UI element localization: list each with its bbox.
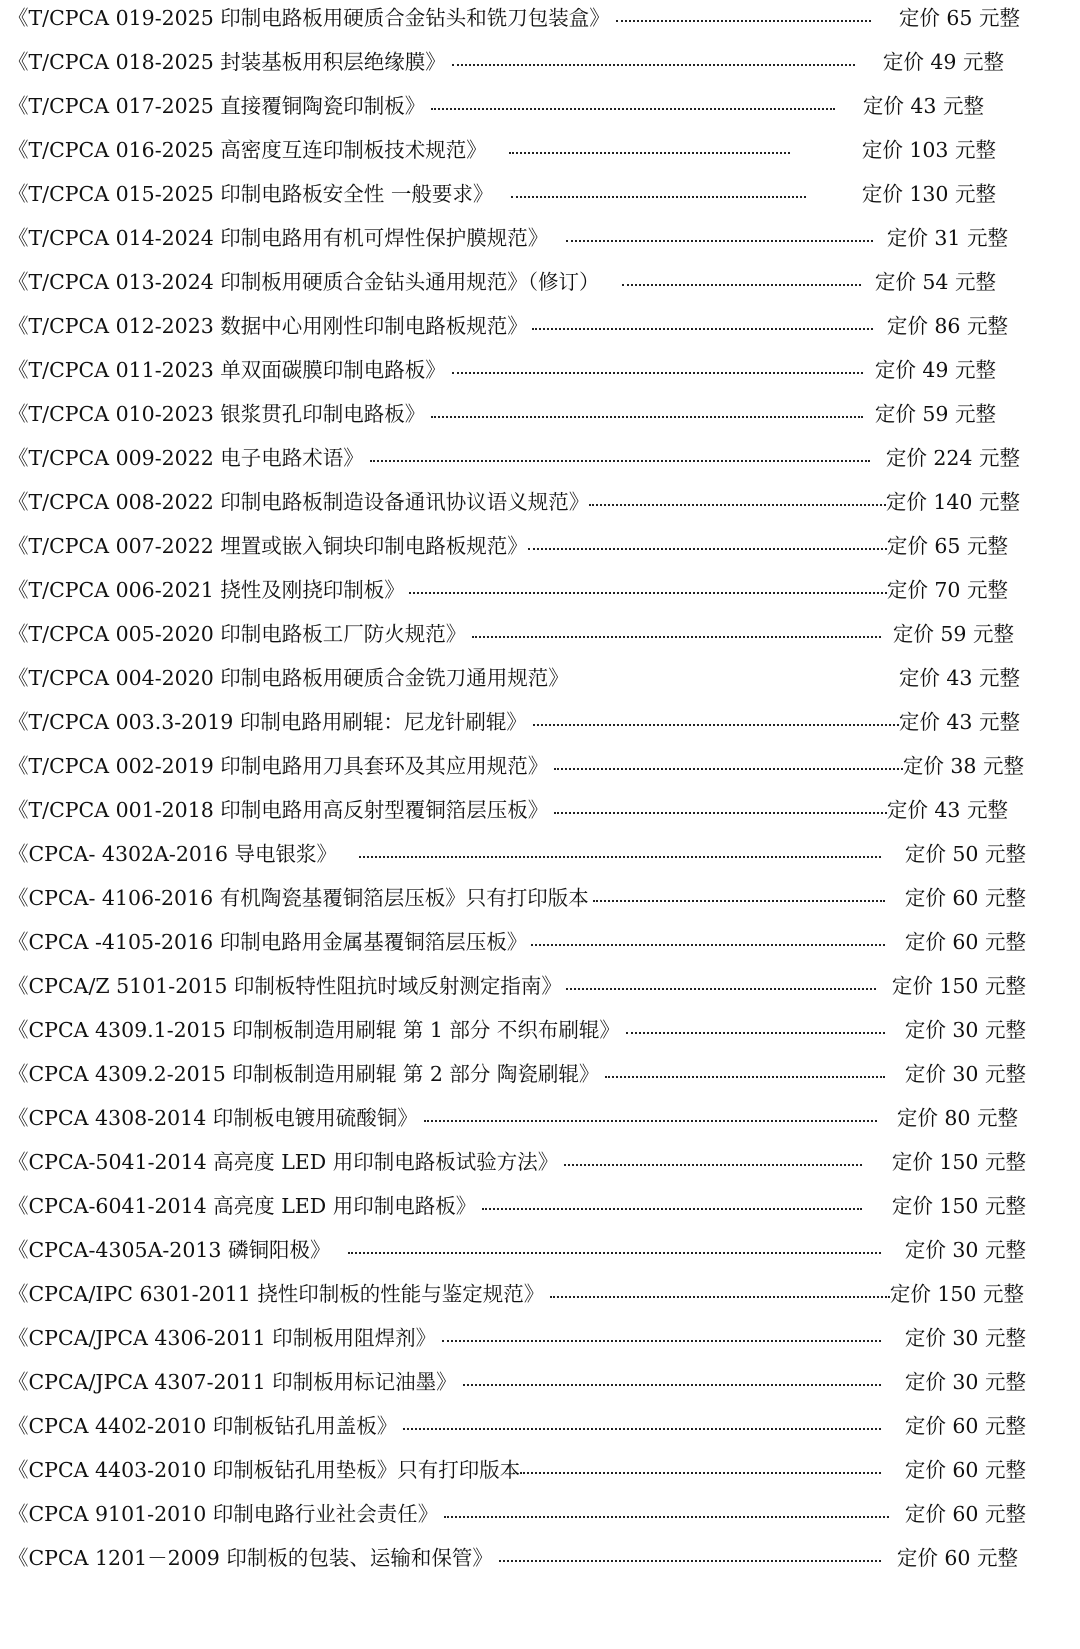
- standard-title: 《T/CPCA 012-2023 数据中心用刚性印制电路板规范》: [8, 314, 528, 338]
- standard-title: 《CPCA/IPC 6301-2011 挠性印制板的性能与鉴定规范》: [8, 1282, 545, 1306]
- standard-title: 《CPCA/JPCA 4307-2011 印制板用标记油墨》: [8, 1370, 457, 1394]
- list-item: [8, 1233, 1026, 1267]
- standard-title: 《T/CPCA 014-2024 印制电路用有机可焊性保护膜规范》: [8, 226, 549, 250]
- standard-title: 《CPCA- 4106-2016 有机陶瓷基覆铜箔层压板》只有打印版本: [8, 886, 589, 910]
- dot-leader: [593, 900, 885, 902]
- standard-title: 《T/CPCA 003.3-2019 印制电路用刷辊：尼龙针刷辊》: [8, 710, 527, 734]
- list-item: [8, 133, 996, 167]
- standard-price: 定价 30 元整: [904, 1062, 1026, 1086]
- standard-title: 《T/CPCA 011-2023 单双面碳膜印制电路板》: [8, 358, 446, 382]
- standard-title: 《CPCA 4308-2014 印制板电镀用硫酸铜》: [8, 1106, 418, 1130]
- standard-price: 定价 80 元整: [896, 1106, 1018, 1130]
- dot-leader: [554, 812, 887, 814]
- list-item: [8, 1101, 1018, 1135]
- dot-leader: [622, 284, 861, 286]
- standard-price: 定价 43 元整: [898, 666, 1020, 690]
- standard-title: 《T/CPCA 017-2025 直接覆铜陶瓷印制板》: [8, 94, 426, 118]
- list-item: [8, 1409, 1026, 1443]
- dot-leader: [550, 1296, 890, 1298]
- list-item: [8, 1453, 1026, 1487]
- standard-price: 定价 150 元整: [891, 974, 1026, 998]
- standard-price: 定价 49 元整: [882, 50, 1004, 74]
- standard-title: 《CPCA -4105-2016 印制电路用金属基覆铜箔层压板》: [8, 930, 528, 954]
- standard-price: 定价 43 元整: [886, 798, 1008, 822]
- standard-title: 《T/CPCA 015-2025 印制电路板安全性 一般要求》: [8, 182, 494, 206]
- dot-leader: [520, 1472, 881, 1474]
- dot-leader: [452, 372, 863, 374]
- dot-leader: [463, 1384, 881, 1386]
- list-item: [8, 969, 1026, 1003]
- dot-leader: [403, 1428, 881, 1430]
- list-item: [8, 793, 1008, 827]
- standard-title: 《CPCA/JPCA 4306-2011 印制板用阻焊剂》: [8, 1326, 437, 1350]
- standard-title: 《T/CPCA 018-2025 封装基板用积层绝缘膜》: [8, 50, 446, 74]
- standard-price: 定价 60 元整: [896, 1546, 1018, 1570]
- standard-price: 定价 38 元整: [902, 754, 1024, 778]
- standard-price: 定价 103 元整: [861, 138, 996, 162]
- standard-price: 定价 31 元整: [886, 226, 1008, 250]
- list-item: [8, 1277, 1024, 1311]
- standard-title: 《CPCA 9101-2010 印制电路行业社会责任》: [8, 1502, 439, 1526]
- dot-leader: [554, 768, 903, 770]
- dot-leader: [509, 152, 790, 154]
- standard-price: 定价 86 元整: [886, 314, 1008, 338]
- standard-title: 《T/CPCA 009-2022 电子电路术语》: [8, 446, 364, 470]
- standard-title: 《T/CPCA 013-2024 印制板用硬质合金钻头通用规范》（修订）: [8, 270, 600, 294]
- dot-leader: [566, 988, 876, 990]
- dot-leader: [533, 724, 899, 726]
- standard-price: 定价 50 元整: [904, 842, 1026, 866]
- standard-price: 定价 60 元整: [904, 1458, 1026, 1482]
- standard-price: 定价 59 元整: [892, 622, 1014, 646]
- dot-leader: [511, 196, 806, 198]
- list-item: [8, 89, 984, 123]
- dot-leader: [482, 1208, 862, 1210]
- dot-leader: [452, 64, 855, 66]
- standard-title: 《CPCA- 4302A-2016 导电银浆》: [8, 842, 338, 866]
- standard-title: 《CPCA 4402-2010 印制板钻孔用盖板》: [8, 1414, 398, 1438]
- list-item: [8, 1189, 1026, 1223]
- dot-leader: [499, 1560, 881, 1562]
- list-item: [8, 221, 1008, 255]
- dot-leader: [566, 240, 873, 242]
- standard-price: 定价 59 元整: [874, 402, 996, 426]
- standard-price: 定价 43 元整: [862, 94, 984, 118]
- standard-price: 定价 65 元整: [898, 6, 1020, 30]
- standard-title: 《CPCA 1201－2009 印制板的包装、运输和保管》: [8, 1546, 493, 1570]
- list-item: [8, 1145, 1026, 1179]
- standard-price: 定价 224 元整: [885, 446, 1020, 470]
- standard-price: 定价 60 元整: [904, 1414, 1026, 1438]
- dot-leader: [626, 1032, 885, 1034]
- standard-price: 定价 49 元整: [874, 358, 996, 382]
- list-item: [8, 1, 1020, 35]
- standard-title: 《T/CPCA 010-2023 银浆贯孔印制电路板》: [8, 402, 426, 426]
- list-item: [8, 1321, 1026, 1355]
- list-item: [8, 573, 1008, 607]
- standard-title: 《CPCA 4309.1-2015 印制板制造用刷辊 第 1 部分 不织布刷辊》: [8, 1018, 620, 1042]
- dot-leader: [348, 1252, 880, 1254]
- list-item: [8, 661, 1020, 695]
- standard-title: 《T/CPCA 019-2025 印制电路板用硬质合金钻头和铣刀包装盒》: [8, 6, 610, 30]
- standard-title: 《T/CPCA 002-2019 印制电路用刀具套环及其应用规范》: [8, 754, 549, 778]
- standard-price: 定价 150 元整: [891, 1194, 1026, 1218]
- standard-title: 《T/CPCA 004-2020 印制电路板用硬质合金铣刀通用规范》: [8, 666, 569, 690]
- standard-title: 《CPCA-6041-2014 高亮度 LED 用印制电路板》: [8, 1194, 477, 1218]
- list-item: [8, 177, 996, 211]
- standard-title: 《T/CPCA 007-2022 埋置或嵌入铜块印制电路板规范》: [8, 534, 528, 558]
- standard-title: 《T/CPCA 008-2022 印制电路板制造设备通讯协议语义规范》: [8, 490, 590, 514]
- standard-price: 定价 70 元整: [886, 578, 1008, 602]
- dot-leader: [531, 944, 885, 946]
- standard-title: 《T/CPCA 016-2025 高密度互连印制板技术规范》: [8, 138, 487, 162]
- standard-price: 定价 54 元整: [874, 270, 996, 294]
- standard-title: 《CPCA-4305A-2013 磷铜阳极》: [8, 1238, 331, 1262]
- standard-price: 定价 130 元整: [861, 182, 996, 206]
- dot-leader: [564, 1164, 862, 1166]
- standard-price: 定价 140 元整: [885, 490, 1020, 514]
- standard-price: 定价 150 元整: [889, 1282, 1024, 1306]
- standard-price: 定价 150 元整: [891, 1150, 1026, 1174]
- dot-leader: [431, 108, 835, 110]
- standard-price: 定价 30 元整: [904, 1370, 1026, 1394]
- dot-leader: [616, 20, 871, 22]
- dot-leader: [444, 1516, 889, 1518]
- list-item: [8, 309, 1008, 343]
- list-item: [8, 45, 1004, 79]
- list-item: [8, 265, 996, 299]
- list-item: [8, 1541, 1018, 1575]
- standard-price: 定价 30 元整: [904, 1326, 1026, 1350]
- dot-leader: [359, 856, 881, 858]
- list-item: [8, 925, 1026, 959]
- standard-title: 《CPCA 4309.2-2015 印制板制造用刷辊 第 2 部分 陶瓷刷辊》: [8, 1062, 600, 1086]
- list-item: [8, 353, 996, 387]
- list-item: [8, 1013, 1026, 1047]
- dot-leader: [472, 636, 881, 638]
- dot-leader: [528, 548, 887, 550]
- list-item: [8, 441, 1020, 475]
- standard-price: 定价 65 元整: [886, 534, 1008, 558]
- standard-title: 《CPCA/Z 5101-2015 印制板特性阻抗时域反射测定指南》: [8, 974, 562, 998]
- list-item: [8, 749, 1024, 783]
- dot-leader: [431, 416, 863, 418]
- standard-price: 定价 60 元整: [904, 886, 1026, 910]
- list-item: [8, 837, 1026, 871]
- standard-title: 《T/CPCA 001-2018 印制电路用高反射型覆铜箔层压板》: [8, 798, 549, 822]
- dot-leader: [605, 1076, 884, 1078]
- list-item: [8, 617, 1014, 651]
- standard-title: 《T/CPCA 006-2021 挠性及刚挠印制板》: [8, 578, 405, 602]
- list-item: [8, 705, 1020, 739]
- dot-leader: [370, 460, 870, 462]
- list-item: [8, 485, 1020, 519]
- standard-title: 《CPCA-5041-2014 高亮度 LED 用印制电路板试验方法》: [8, 1150, 559, 1174]
- list-item: [8, 529, 1008, 563]
- standard-price: 定价 30 元整: [904, 1238, 1026, 1262]
- list-item: [8, 1057, 1026, 1091]
- standard-title: 《CPCA 4403-2010 印制板钻孔用垫板》只有打印版本: [8, 1458, 521, 1482]
- list-item: [8, 1497, 1026, 1531]
- dot-leader: [589, 504, 886, 506]
- standard-price: 定价 60 元整: [904, 1502, 1026, 1526]
- standard-price: 定价 30 元整: [904, 1018, 1026, 1042]
- list-item: [8, 881, 1026, 915]
- dot-leader: [442, 1340, 881, 1342]
- list-item: [8, 1365, 1026, 1399]
- standard-price: 定价 60 元整: [904, 930, 1026, 954]
- dot-leader: [532, 328, 873, 330]
- standard-price: 定价 43 元整: [898, 710, 1020, 734]
- dot-leader: [409, 592, 887, 594]
- list-item: [8, 397, 996, 431]
- dot-leader: [424, 1120, 877, 1122]
- standard-title: 《T/CPCA 005-2020 印制电路板工厂防火规范》: [8, 622, 467, 646]
